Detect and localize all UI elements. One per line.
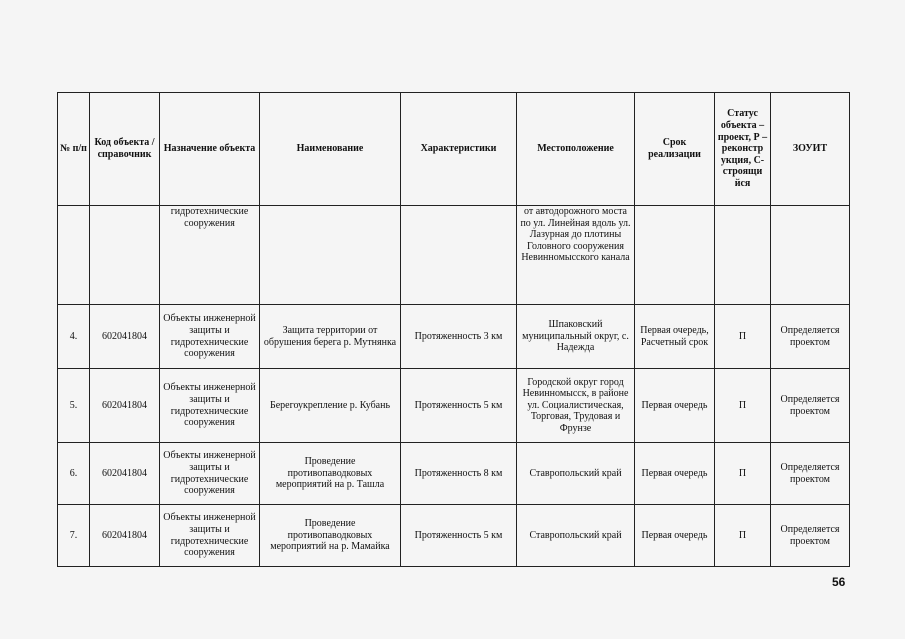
cell-code: 602041804 xyxy=(90,505,160,567)
cell-num: 5. xyxy=(58,369,90,443)
cell-zouit xyxy=(771,206,850,305)
cell-name: Проведение противопаводковых мероприятий на р. Ташла xyxy=(260,443,401,505)
cell-location: Ставропольский край xyxy=(517,505,635,567)
page-number: 56 xyxy=(832,575,846,589)
cell-zouit: Определяется проектом xyxy=(771,369,850,443)
cell-code: 602041804 xyxy=(90,305,160,369)
cell-code xyxy=(90,206,160,305)
cell-purpose: Объекты инженерной защиты и гидротехнические сооружения xyxy=(160,305,260,369)
objects-table xyxy=(57,92,850,567)
cell-term: Первая очередь xyxy=(635,369,715,443)
cell-status: П xyxy=(715,305,771,369)
cell-term: Первая очередь xyxy=(635,505,715,567)
cell-num xyxy=(58,206,90,305)
header-zouit: ЗОУИТ xyxy=(771,93,850,206)
cell-name: Проведение противопаводковых мероприятий на р. Мамайка xyxy=(260,505,401,567)
header-purpose: Назначение объекта xyxy=(160,93,260,206)
cell-term xyxy=(635,206,715,305)
table-row xyxy=(58,443,850,505)
cell-status xyxy=(715,206,771,305)
cell-location: Городской округ город Невинномысск, в районе ул. Социалистическая, Торговая, Трудовая и Фрунзе xyxy=(517,369,635,443)
cell-status: П xyxy=(715,443,771,505)
cell-status: П xyxy=(715,505,771,567)
cell-term: Первая очередь xyxy=(635,443,715,505)
cell-purpose: гидротехнические сооружения xyxy=(160,206,260,305)
cell-characteristics: Протяженность 5 км xyxy=(401,369,517,443)
table-row xyxy=(58,505,850,567)
cell-characteristics: Протяженность 5 км xyxy=(401,505,517,567)
cell-code: 602041804 xyxy=(90,443,160,505)
cell-location: Ставропольский край xyxy=(517,443,635,505)
header-term: Срок реализации xyxy=(635,93,715,206)
cell-zouit: Определяется проектом xyxy=(771,443,850,505)
header-location: Местоположение xyxy=(517,93,635,206)
cell-zouit: Определяется проектом xyxy=(771,505,850,567)
header-name: Наименование xyxy=(260,93,401,206)
cell-code: 602041804 xyxy=(90,369,160,443)
cell-name xyxy=(260,206,401,305)
cell-characteristics: Протяженность 8 км xyxy=(401,443,517,505)
cell-name: Берегоукрепление р. Кубань xyxy=(260,369,401,443)
cell-purpose: Объекты инженерной защиты и гидротехнические сооружения xyxy=(160,369,260,443)
table-row xyxy=(58,369,850,443)
table-row-continuation xyxy=(58,206,850,305)
cell-characteristics xyxy=(401,206,517,305)
cell-term: Первая очередь, Расчетный срок xyxy=(635,305,715,369)
header-characteristics: Характеристики xyxy=(401,93,517,206)
cell-zouit: Определяется проектом xyxy=(771,305,850,369)
cell-status: П xyxy=(715,369,771,443)
cell-num: 6. xyxy=(58,443,90,505)
table-row xyxy=(58,305,850,369)
header-num: № п/п xyxy=(58,93,90,206)
cell-characteristics: Протяженность 3 км xyxy=(401,305,517,369)
table-header-row xyxy=(58,93,850,206)
cell-num: 4. xyxy=(58,305,90,369)
cell-name: Защита территории от обрушения берега р. Мутнянка xyxy=(260,305,401,369)
header-status: Статус объекта – проект, Р – реконстр укция, С- строящи йся xyxy=(715,93,771,206)
cell-num: 7. xyxy=(58,505,90,567)
cell-location: Шпаковский муниципальный округ, с. Надежда xyxy=(517,305,635,369)
cell-location: от автодорожного моста по ул. Линейная вдоль ул. Лазурная до плотины Головного сооружения Невинномысского канала xyxy=(517,206,635,305)
header-code: Код объекта / справочник xyxy=(90,93,160,206)
cell-purpose: Объекты инженерной защиты и гидротехнические сооружения xyxy=(160,443,260,505)
cell-purpose: Объекты инженерной защиты и гидротехнические сооружения xyxy=(160,505,260,567)
